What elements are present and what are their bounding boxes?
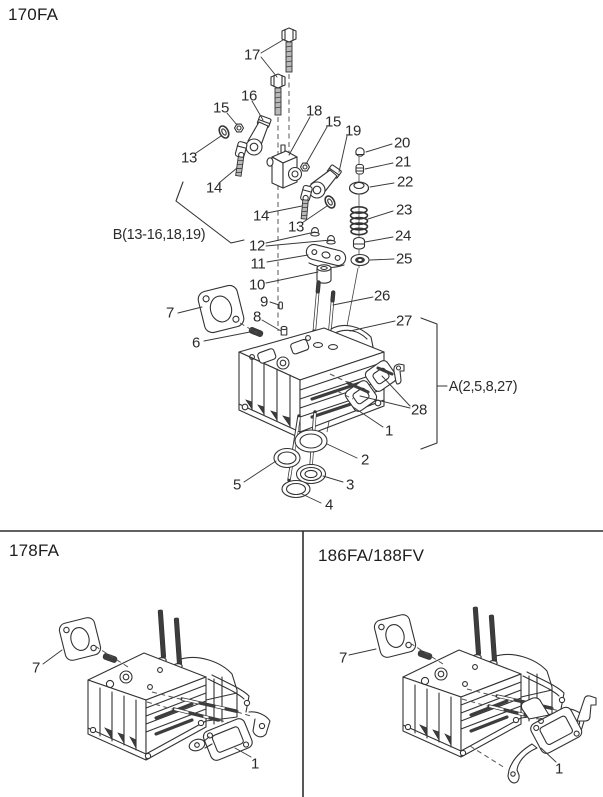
part-label-11: 11 (250, 255, 266, 273)
group-label-A-2-5-8-27-: A(2,5,8,27) (448, 378, 518, 395)
part-label-8: 8 (252, 308, 262, 326)
exhaust-gasket-7 (197, 284, 257, 334)
valve-cap-20 (356, 148, 364, 156)
part-label-24: 24 (394, 227, 412, 245)
part-label-28: 28 (410, 401, 428, 419)
group-label-B-13-16-18-19-: B(13-16,18,19) (112, 226, 206, 243)
part-label-22: 22 (396, 173, 414, 191)
spring-seat-24 (354, 238, 365, 250)
part-label-7: 7 (165, 304, 175, 322)
panel-title-170fa: 170FA (8, 5, 59, 24)
panel-186fa-art (349, 607, 596, 783)
part-label-1: 1 (554, 760, 564, 778)
seal-washer-25 (351, 255, 369, 266)
part-label-16: 16 (240, 87, 258, 105)
part-label-17: 17 (243, 46, 261, 64)
part-label-21: 21 (394, 153, 412, 171)
valve-keeper-21 (356, 165, 364, 175)
leader-lines-170 (178, 40, 413, 503)
spring-retainer-22 (350, 182, 369, 194)
part-label-1: 1 (250, 755, 260, 773)
panel-170fa-art (176, 28, 447, 503)
part-label-20: 20 (393, 134, 411, 152)
part-label-23: 23 (395, 201, 413, 219)
part-label-2: 2 (360, 451, 370, 469)
group-a-bracket (421, 318, 447, 449)
part-label-13: 13 (180, 149, 198, 167)
part-label-4: 4 (324, 496, 334, 514)
part-label-12: 12 (248, 237, 266, 255)
valve-lifter-10 (317, 265, 331, 283)
part-label-18: 18 (305, 102, 323, 120)
bolt-17-a (282, 28, 296, 72)
guide-plate-11 (305, 243, 347, 268)
part-label-7: 7 (338, 649, 348, 667)
part-label-14: 14 (252, 207, 270, 225)
part-label-10: 10 (248, 276, 266, 294)
group-b-bracket (176, 179, 244, 243)
nut-15-b (301, 163, 310, 171)
bolt-17-b (271, 74, 285, 115)
part-label-26: 26 (373, 287, 391, 305)
rocker-arm-16 (235, 115, 272, 158)
part-label-27: 27 (395, 312, 413, 330)
part-label-5: 5 (232, 476, 242, 494)
part-label-15: 15 (324, 113, 342, 131)
part-label-3: 3 (345, 476, 355, 494)
dowel-pin-9 (279, 302, 282, 309)
nut-15-a (235, 124, 244, 132)
part-label-15: 15 (212, 99, 230, 117)
panel-title-186fa-188fv: 186FA/188FV (318, 546, 425, 565)
panel-title-178fa: 178FA (9, 541, 60, 560)
part-label-6: 6 (191, 334, 201, 352)
part-label-7: 7 (31, 659, 41, 677)
shroud-hook-bracket (394, 364, 404, 384)
panel-178fa-art (43, 610, 270, 762)
part-label-9: 9 (259, 293, 269, 311)
part-label-25: 25 (395, 250, 413, 268)
part-label-1: 1 (384, 422, 394, 440)
part-label-13: 13 (287, 218, 305, 236)
part-label-14: 14 (205, 179, 223, 197)
part-label-19: 19 (344, 122, 362, 140)
rocker-bracket-18 (267, 145, 302, 188)
